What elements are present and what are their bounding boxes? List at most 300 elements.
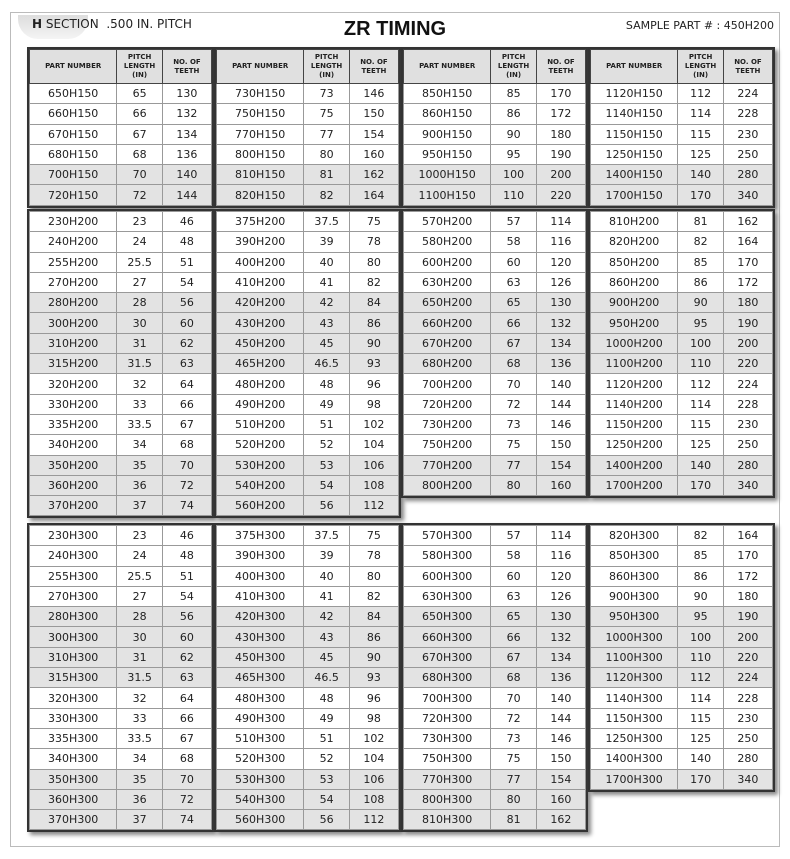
table-row <box>404 232 586 252</box>
teeth-count: 132 <box>536 313 585 333</box>
part-number: 680H150 <box>30 144 117 164</box>
table-row <box>591 165 773 185</box>
teeth-count: 126 <box>536 272 585 292</box>
part-number: 860H300 <box>591 566 678 586</box>
table-row <box>30 586 212 606</box>
table-row <box>30 124 212 144</box>
teeth-header: NO. OF TEETH <box>723 50 772 84</box>
part-number-header: PART NUMBER <box>591 50 678 84</box>
pitch-length: 90 <box>678 293 724 313</box>
teeth-count: 154 <box>536 455 585 475</box>
table-row <box>30 414 212 434</box>
table-row <box>404 252 586 272</box>
part-number: 700H300 <box>404 688 491 708</box>
pitch-length: 60 <box>491 566 537 586</box>
table-row <box>404 526 586 546</box>
pitch-length: 90 <box>678 586 724 606</box>
pitch-length: 68 <box>491 668 537 688</box>
part-number: 810H150 <box>217 165 304 185</box>
pitch-length: 66 <box>491 313 537 333</box>
table-row <box>591 232 773 252</box>
teeth-count: 60 <box>162 627 211 647</box>
part-number: 340H300 <box>30 749 117 769</box>
teeth-count: 134 <box>536 333 585 353</box>
pitch-length: 36 <box>117 475 163 495</box>
table-row <box>591 526 773 546</box>
part-number: 390H300 <box>217 546 304 566</box>
table-row <box>217 144 399 164</box>
pitch-length: 82 <box>678 232 724 252</box>
pitch-length: 42 <box>304 607 350 627</box>
part-number: 375H300 <box>217 526 304 546</box>
table-row <box>217 435 399 455</box>
table-row <box>30 708 212 728</box>
teeth-count: 280 <box>723 165 772 185</box>
part-number: 370H200 <box>30 496 117 516</box>
pitch-length: 31 <box>117 333 163 353</box>
table-row <box>217 769 399 789</box>
teeth-count: 86 <box>349 627 398 647</box>
table-row <box>217 272 399 292</box>
teeth-header: NO. OF TEETH <box>162 50 211 84</box>
teeth-count: 68 <box>162 435 211 455</box>
table-row <box>591 546 773 566</box>
pitch-length: 24 <box>117 546 163 566</box>
pitch-length: 112 <box>678 374 724 394</box>
pitch-length: 65 <box>117 84 163 104</box>
table-row <box>404 668 586 688</box>
part-number: 720H300 <box>404 708 491 728</box>
part-number: 1400H200 <box>591 455 678 475</box>
table-row <box>591 124 773 144</box>
teeth-count: 106 <box>349 455 398 475</box>
pitch-length: 35 <box>117 769 163 789</box>
table-row <box>404 475 586 495</box>
part-number: 410H300 <box>217 586 304 606</box>
teeth-count: 136 <box>536 354 585 374</box>
table-row <box>217 789 399 809</box>
table-row <box>30 374 212 394</box>
pitch-length: 32 <box>117 374 163 394</box>
teeth-count: 80 <box>349 252 398 272</box>
part-table <box>27 523 214 832</box>
teeth-count: 132 <box>162 104 211 124</box>
part-number: 255H300 <box>30 566 117 586</box>
table-row <box>30 668 212 688</box>
pitch-length: 80 <box>491 789 537 809</box>
pitch-length: 110 <box>491 185 537 205</box>
table-row <box>591 354 773 374</box>
table-row <box>591 104 773 124</box>
pitch-length: 95 <box>678 607 724 627</box>
teeth-count: 82 <box>349 586 398 606</box>
teeth-count: 180 <box>723 293 772 313</box>
teeth-count: 340 <box>723 769 772 789</box>
teeth-count: 200 <box>536 165 585 185</box>
teeth-count: 116 <box>536 232 585 252</box>
teeth-count: 200 <box>723 627 772 647</box>
section-letter: H <box>32 17 43 31</box>
part-number: 420H200 <box>217 293 304 313</box>
part-number: 800H200 <box>404 475 491 495</box>
teeth-count: 116 <box>536 546 585 566</box>
teeth-count: 162 <box>536 810 585 830</box>
teeth-count: 98 <box>349 708 398 728</box>
pitch-length: 115 <box>678 124 724 144</box>
table-row <box>404 144 586 164</box>
teeth-count: 90 <box>349 333 398 353</box>
part-number: 315H200 <box>30 354 117 374</box>
table-row <box>591 313 773 333</box>
part-number: 430H300 <box>217 627 304 647</box>
pitch-length: 125 <box>678 144 724 164</box>
table-row <box>217 566 399 586</box>
part-number: 1100H150 <box>404 185 491 205</box>
part-table <box>214 523 401 832</box>
teeth-count: 150 <box>349 104 398 124</box>
table-row <box>217 668 399 688</box>
table-header <box>404 50 586 84</box>
teeth-count: 120 <box>536 566 585 586</box>
pitch-length: 63 <box>491 272 537 292</box>
part-table <box>588 209 775 498</box>
pitch-length: 100 <box>678 333 724 353</box>
pitch-length: 33.5 <box>117 414 163 434</box>
teeth-count: 144 <box>162 185 211 205</box>
teeth-count: 54 <box>162 272 211 292</box>
table-row <box>30 144 212 164</box>
teeth-count: 224 <box>723 668 772 688</box>
part-number: 390H200 <box>217 232 304 252</box>
table-row <box>30 165 212 185</box>
teeth-count: 136 <box>162 144 211 164</box>
table-row <box>404 414 586 434</box>
pitch-length: 85 <box>678 252 724 272</box>
part-number: 1120H200 <box>591 374 678 394</box>
table-row <box>591 769 773 789</box>
table-row <box>30 333 212 353</box>
pitch-length: 23 <box>117 526 163 546</box>
page-title: ZR TIMING <box>343 18 447 40</box>
part-number: 520H200 <box>217 435 304 455</box>
part-number: 860H150 <box>404 104 491 124</box>
table-row <box>30 212 212 232</box>
part-number: 1140H300 <box>591 688 678 708</box>
teeth-count: 102 <box>349 414 398 434</box>
pitch-length: 32 <box>117 688 163 708</box>
part-number: 1100H300 <box>591 647 678 667</box>
teeth-count: 134 <box>536 647 585 667</box>
part-number: 820H200 <box>591 232 678 252</box>
part-number: 320H200 <box>30 374 117 394</box>
part-number: 680H300 <box>404 668 491 688</box>
table-row <box>591 586 773 606</box>
teeth-count: 68 <box>162 749 211 769</box>
table-row <box>30 769 212 789</box>
teeth-count: 56 <box>162 293 211 313</box>
table-row <box>30 647 212 667</box>
part-number: 950H200 <box>591 313 678 333</box>
part-number: 370H300 <box>30 810 117 830</box>
part-number: 800H300 <box>404 789 491 809</box>
pitch-length: 37.5 <box>304 526 350 546</box>
table-row <box>217 526 399 546</box>
part-number: 520H300 <box>217 749 304 769</box>
pitch-length: 170 <box>678 769 724 789</box>
pitch-length: 58 <box>491 232 537 252</box>
part-number-header: PART NUMBER <box>217 50 304 84</box>
pitch-length: 46.5 <box>304 668 350 688</box>
pitch-length: 82 <box>304 185 350 205</box>
teeth-count: 114 <box>536 526 585 546</box>
part-number: 360H300 <box>30 789 117 809</box>
part-number: 1000H200 <box>591 333 678 353</box>
part-number: 360H200 <box>30 475 117 495</box>
teeth-count: 172 <box>536 104 585 124</box>
teeth-count: 96 <box>349 688 398 708</box>
table-row <box>404 769 586 789</box>
table-row <box>217 313 399 333</box>
part-number: 420H300 <box>217 607 304 627</box>
sample-part: SAMPLE PART # : 450H200 <box>625 19 774 32</box>
part-number: 540H200 <box>217 475 304 495</box>
teeth-count: 146 <box>349 84 398 104</box>
teeth-count: 146 <box>536 728 585 748</box>
pitch-length: 75 <box>304 104 350 124</box>
pitch-length: 100 <box>491 165 537 185</box>
teeth-count: 180 <box>536 124 585 144</box>
part-number: 375H200 <box>217 212 304 232</box>
teeth-count: 250 <box>723 144 772 164</box>
part-number: 240H300 <box>30 546 117 566</box>
part-number: 1700H300 <box>591 769 678 789</box>
teeth-count: 66 <box>162 708 211 728</box>
part-number: 335H300 <box>30 728 117 748</box>
table-row <box>404 374 586 394</box>
part-number: 570H200 <box>404 212 491 232</box>
pitch-length: 73 <box>491 414 537 434</box>
pitch-length: 34 <box>117 749 163 769</box>
table-row <box>30 526 212 546</box>
pitch-length: 54 <box>304 475 350 495</box>
teeth-count: 200 <box>723 333 772 353</box>
part-number: 600H300 <box>404 566 491 586</box>
teeth-count: 126 <box>536 586 585 606</box>
teeth-count: 66 <box>162 394 211 414</box>
pitch-length: 125 <box>678 728 724 748</box>
part-number: 1250H300 <box>591 728 678 748</box>
table-row <box>30 313 212 333</box>
pitch-length: 40 <box>304 252 350 272</box>
pitch-length: 70 <box>491 374 537 394</box>
teeth-count: 180 <box>723 586 772 606</box>
pitch-length: 95 <box>678 313 724 333</box>
part-number: 660H150 <box>30 104 117 124</box>
pitch-length: 70 <box>491 688 537 708</box>
teeth-count: 230 <box>723 124 772 144</box>
teeth-count: 130 <box>536 293 585 313</box>
teeth-count: 84 <box>349 607 398 627</box>
table-row <box>591 566 773 586</box>
pitch-length: 95 <box>491 144 537 164</box>
teeth-count: 172 <box>723 272 772 292</box>
part-number: 230H300 <box>30 526 117 546</box>
table-row <box>404 607 586 627</box>
teeth-count: 144 <box>536 394 585 414</box>
pitch-length: 68 <box>491 354 537 374</box>
part-table <box>401 523 588 832</box>
part-number: 1140H200 <box>591 394 678 414</box>
table-row <box>591 144 773 164</box>
part-number: 510H200 <box>217 414 304 434</box>
teeth-count: 150 <box>536 435 585 455</box>
table-row <box>30 627 212 647</box>
pitch-length: 63 <box>491 586 537 606</box>
pitch-length: 114 <box>678 104 724 124</box>
part-number: 700H150 <box>30 165 117 185</box>
table-row <box>217 84 399 104</box>
part-table <box>401 47 588 208</box>
table-row <box>30 455 212 475</box>
table-row <box>404 708 586 728</box>
part-number: 680H200 <box>404 354 491 374</box>
pitch-length: 140 <box>678 749 724 769</box>
teeth-count: 228 <box>723 394 772 414</box>
pitch-length: 53 <box>304 455 350 475</box>
teeth-header: NO. OF TEETH <box>536 50 585 84</box>
part-number: 820H300 <box>591 526 678 546</box>
pitch-length: 42 <box>304 293 350 313</box>
pitch-length: 80 <box>491 475 537 495</box>
pitch-length: 86 <box>678 272 724 292</box>
pitch-length: 57 <box>491 526 537 546</box>
part-number: 1120H150 <box>591 84 678 104</box>
teeth-count: 250 <box>723 435 772 455</box>
pitch-length: 28 <box>117 293 163 313</box>
part-number: 850H150 <box>404 84 491 104</box>
part-table <box>588 523 775 792</box>
part-number: 280H200 <box>30 293 117 313</box>
teeth-count: 230 <box>723 708 772 728</box>
pitch-length: 23 <box>117 212 163 232</box>
teeth-count: 162 <box>349 165 398 185</box>
table-row <box>404 212 586 232</box>
table-row <box>30 185 212 205</box>
teeth-count: 98 <box>349 394 398 414</box>
teeth-count: 67 <box>162 728 211 748</box>
part-number: 860H200 <box>591 272 678 292</box>
pitch-length: 81 <box>678 212 724 232</box>
pitch-length: 37 <box>117 810 163 830</box>
table-row <box>30 749 212 769</box>
pitch-length: 125 <box>678 435 724 455</box>
table-row <box>30 293 212 313</box>
part-number: 900H200 <box>591 293 678 313</box>
pitch-length: 65 <box>491 293 537 313</box>
pitch-length: 67 <box>491 647 537 667</box>
part-number: 490H200 <box>217 394 304 414</box>
pitch-length: 115 <box>678 414 724 434</box>
teeth-count: 134 <box>162 124 211 144</box>
part-number: 770H300 <box>404 769 491 789</box>
teeth-count: 224 <box>723 84 772 104</box>
part-number: 1700H200 <box>591 475 678 495</box>
table-row <box>404 313 586 333</box>
part-number: 270H200 <box>30 272 117 292</box>
table-row <box>404 627 586 647</box>
part-number: 1250H200 <box>591 435 678 455</box>
teeth-count: 46 <box>162 526 211 546</box>
table-row <box>217 333 399 353</box>
part-number: 430H200 <box>217 313 304 333</box>
part-number: 660H300 <box>404 627 491 647</box>
teeth-count: 104 <box>349 435 398 455</box>
part-number: 800H150 <box>217 144 304 164</box>
table-row <box>404 586 586 606</box>
teeth-count: 220 <box>723 647 772 667</box>
table-row <box>30 607 212 627</box>
teeth-count: 136 <box>536 668 585 688</box>
teeth-count: 160 <box>536 475 585 495</box>
table-row <box>217 414 399 434</box>
table-row <box>404 435 586 455</box>
teeth-count: 230 <box>723 414 772 434</box>
table-row <box>404 688 586 708</box>
table-row <box>591 435 773 455</box>
part-number: 900H150 <box>404 124 491 144</box>
table-row <box>217 232 399 252</box>
teeth-count: 154 <box>536 769 585 789</box>
table-row <box>30 496 212 516</box>
teeth-count: 340 <box>723 185 772 205</box>
pitch-length: 49 <box>304 708 350 728</box>
part-number: 310H200 <box>30 333 117 353</box>
part-number: 255H200 <box>30 252 117 272</box>
part-number: 490H300 <box>217 708 304 728</box>
part-number: 480H300 <box>217 688 304 708</box>
table-row <box>217 810 399 830</box>
teeth-count: 340 <box>723 475 772 495</box>
teeth-count: 146 <box>536 414 585 434</box>
teeth-count: 108 <box>349 475 398 495</box>
table-header <box>30 50 212 84</box>
pitch-length: 33 <box>117 394 163 414</box>
table-row <box>217 394 399 414</box>
part-number: 650H300 <box>404 607 491 627</box>
teeth-count: 250 <box>723 728 772 748</box>
teeth-count: 112 <box>349 810 398 830</box>
part-number: 300H200 <box>30 313 117 333</box>
pitch-length: 170 <box>678 185 724 205</box>
part-number: 530H300 <box>217 769 304 789</box>
teeth-count: 80 <box>349 566 398 586</box>
pitch-length: 27 <box>117 586 163 606</box>
table-row <box>30 688 212 708</box>
section-pitch: SECTION .500 IN. PITCH <box>42 17 192 31</box>
pitch-length: 77 <box>304 124 350 144</box>
table-row <box>591 212 773 232</box>
part-number: 450H200 <box>217 333 304 353</box>
teeth-count: 154 <box>349 124 398 144</box>
table-header <box>217 50 399 84</box>
part-number: 660H200 <box>404 313 491 333</box>
table-row <box>217 104 399 124</box>
table-row <box>217 546 399 566</box>
table-row <box>404 272 586 292</box>
teeth-count: 190 <box>536 144 585 164</box>
pitch-length: 28 <box>117 607 163 627</box>
table-row <box>591 668 773 688</box>
